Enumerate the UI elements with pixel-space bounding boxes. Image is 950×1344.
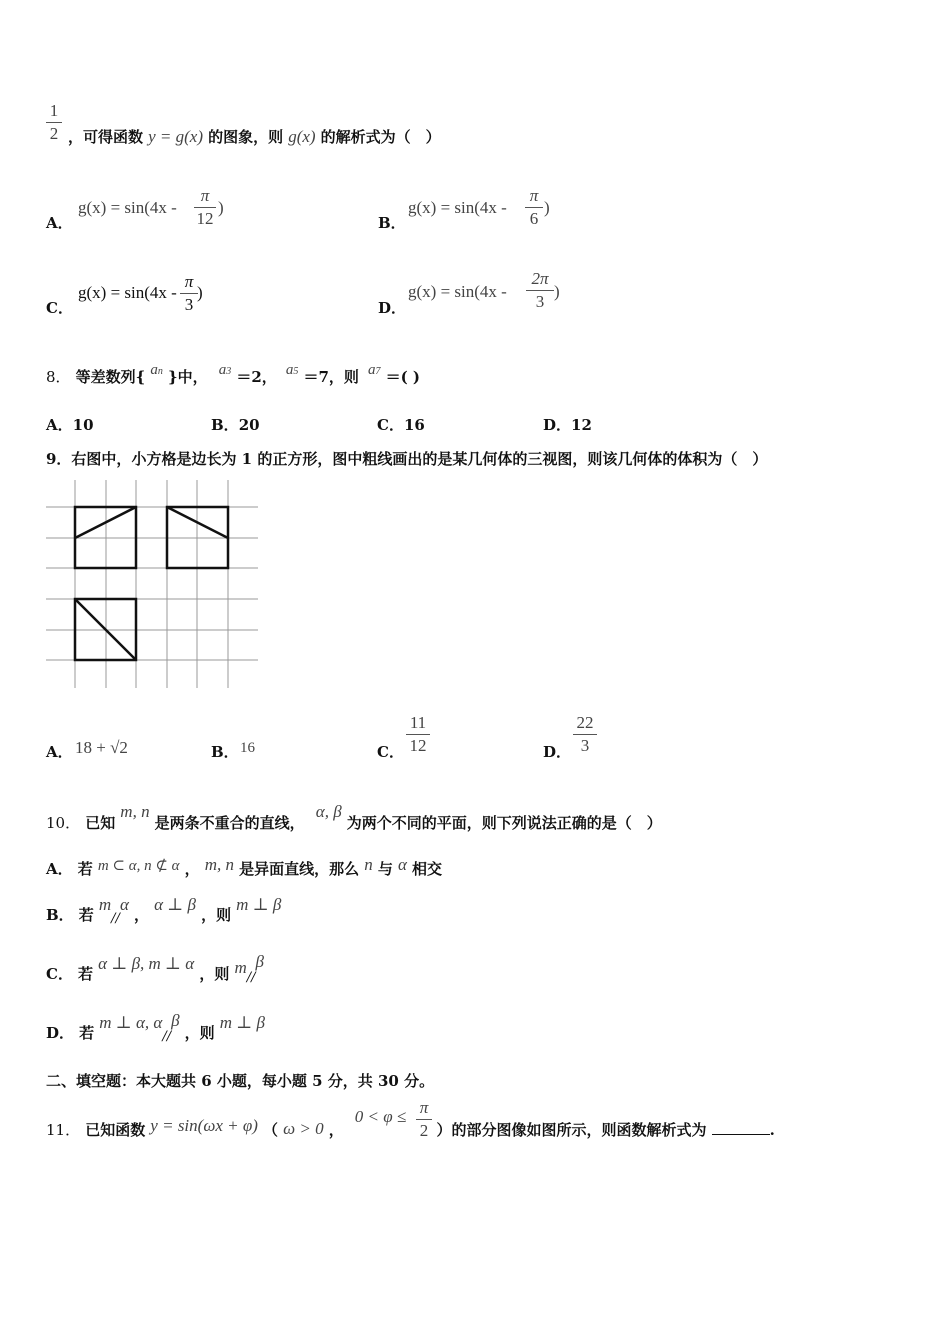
q7-option-d-fraction: 2π 3 <box>526 269 554 312</box>
fraction-numerator: 1 <box>49 101 59 120</box>
q10-stem: 10． 已知 m, n 是两条不重合的直线， α, β 为两个不同的平面，则下列说法正确的是（ ） <box>46 802 662 832</box>
grid-lines <box>46 480 258 688</box>
q7-option-b-fraction: π 6 <box>525 186 543 229</box>
fraction-denominator: 2 <box>49 124 59 143</box>
q8-option-b[interactable]: B．20 <box>211 416 260 434</box>
q9-option-b-label[interactable]: B． <box>211 743 239 761</box>
math-expr: g(x) <box>288 127 316 146</box>
q7-option-a-fraction: π 12 <box>194 186 216 229</box>
q11-fraction: π 2 <box>416 1098 432 1141</box>
q9-option-b-value: 16 <box>240 740 255 756</box>
q8-option-d[interactable]: D．12 <box>543 416 592 434</box>
q9-option-c-label[interactable]: C． <box>377 743 404 761</box>
q7-option-d-label[interactable]: D． <box>378 299 407 317</box>
q7-stem: ，可得函数 y = g(x) 的图象，则 g(x) 的解析式为（ ） <box>68 127 441 146</box>
math-expr: m, n <box>120 802 150 821</box>
section-heading-fill-in: 二、填空题：本大题共 6 小题，每小题 5 分，共 30 分。 <box>46 1072 435 1090</box>
three-view-grid-figure <box>46 480 258 690</box>
q7-option-c-expr: g(x) = sin(4x - <box>78 283 177 302</box>
fraction-one-half <box>46 101 62 144</box>
q11-stem: 11． 已知函数 y = sin(ωx + φ) （ ω > 0 ， 0 < φ ≤ ）的部分图像如图所示，则函数解析式为 . <box>46 1107 775 1139</box>
q7-option-b-expr: g(x) = sin(4x - <box>408 198 507 217</box>
q10-option-d[interactable]: D． 若 m ⊥ α, α//β ，则 m ⊥ β <box>46 1011 266 1044</box>
q10-option-a[interactable]: A． 若 m ⊂ α, n ⊄ α ， m, n 是异面直线，那么 n 与 α 相交 <box>46 855 442 878</box>
q9-option-d-fraction: 22 3 <box>573 713 597 756</box>
q10-option-c[interactable]: C． 若 α ⊥ β, m ⊥ α ，则 m//β <box>46 952 264 985</box>
q10-option-b[interactable]: B． 若 m//α ， α ⊥ β ，则 m ⊥ β <box>46 895 282 926</box>
q8-option-a[interactable]: A．10 <box>46 416 94 434</box>
q7-option-b-label[interactable]: B． <box>378 214 406 232</box>
q7-option-d-expr: g(x) = sin(4x - <box>408 282 507 301</box>
math-expr: α, β <box>315 802 342 821</box>
q7-option-c-label[interactable]: C． <box>46 299 73 317</box>
q9-option-d-label[interactable]: D． <box>543 743 572 761</box>
q9-option-a-label[interactable]: A． <box>46 743 73 761</box>
q8-option-c[interactable]: C．16 <box>377 416 425 434</box>
math-expr: y = g(x) <box>148 127 203 146</box>
answer-blank[interactable] <box>712 1134 770 1135</box>
q8-stem: 8． 等差数列{ an }中， a3 ＝2， a5 ＝7，则 a7 ＝( ) <box>46 362 420 386</box>
q7-option-a-expr: g(x) = sin(4x - <box>78 198 177 217</box>
q9-option-a-value: 18 + √2 <box>75 738 128 757</box>
q9-stem: 9．右图中，小方格是边长为 1 的正方形，图中粗线画出的是某几何体的三视图，则该几何体的体积为（ ） <box>46 450 768 468</box>
q7-option-a-label[interactable]: A． <box>46 214 73 232</box>
q7-option-c-fraction: π 3 <box>180 272 198 315</box>
q9-option-c-fraction: 11 12 <box>406 713 430 756</box>
